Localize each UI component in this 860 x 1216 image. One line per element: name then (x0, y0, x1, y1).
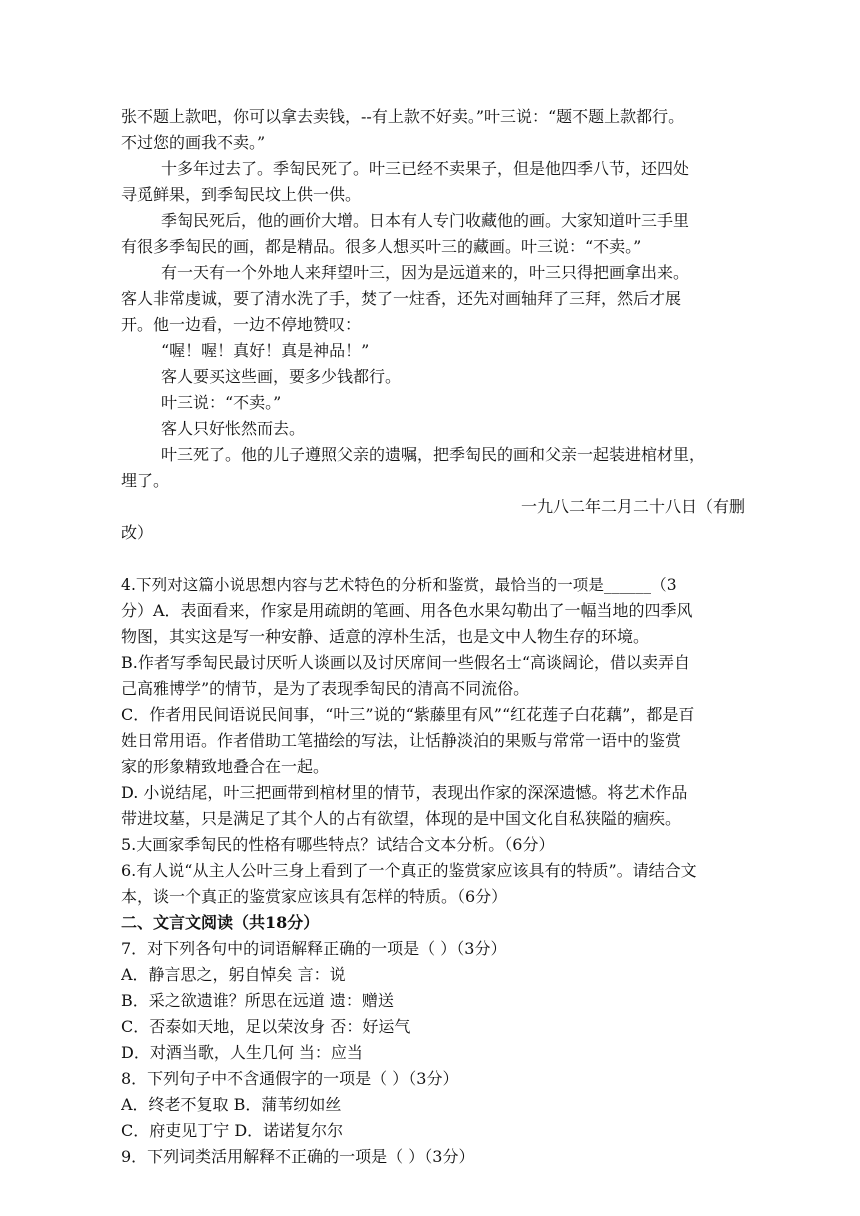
spacer (121, 546, 745, 572)
story-text-line: 不过您的画我不卖。” (121, 133, 266, 152)
story-paragraph-line: 有一天有一个外地人来拜望叶三，因为是远道来的，叶三只得把画拿出来。 (161, 263, 690, 282)
question-line: 8．下列句子中不含通假字的一项是（ ）（3分） (121, 1069, 459, 1088)
question-line: 分）A．表面看来，作家是用疏朗的笔画、用各色水果勾勒出了一幅当地的四季风 (121, 601, 693, 620)
question-line: 7．对下列各句中的词语解释正确的一项是（ ）（3分） (121, 939, 507, 958)
question-line: 4.下列对这篇小说思想内容与艺术特色的分析和鉴赏，最恰当的一项是______（3 (121, 576, 677, 594)
date-line-continued: 改） (121, 523, 154, 542)
story-text-line: 埋了。 (121, 471, 170, 490)
question-option-line: 姓日常用语。作者借助工笔描绘的写法，让恬静淡泊的果贩与常常一语中的鉴赏 (121, 731, 682, 750)
question-line: 9．下列词类活用解释不正确的一项是（ ）（3分） (121, 1147, 475, 1166)
question-line: 5.大画家季匋民的性格有哪些特点？试结合文本分析。（6分） (121, 835, 555, 854)
story-paragraph-line: 客人要买这些画，要多少钱都行。 (161, 367, 402, 386)
question-option-line: 己高雅博学”的情节，是为了表现季匋民的清高不同流俗。 (121, 679, 530, 698)
section-heading: 二、文言文阅读（共18分） (121, 913, 320, 932)
question-option-line: B.作者写季匋民最讨厌听人谈画以及讨厌席间一些假名士“高谈阔论，借以卖弄自 (121, 653, 691, 672)
story-paragraph-line: 叶三说：“不卖。” (161, 393, 282, 412)
question-option-line: A．终老不复取 B．蒲苇纫如丝 (121, 1095, 342, 1114)
story-text-line: 客人非常虔诚，要了清水洗了手，焚了一炷香，还先对画轴拜了三拜，然后才展 (121, 289, 682, 308)
story-text-line: 寻觅鲜果，到季匋民坟上供一供。 (121, 185, 362, 204)
question-option-line: B．采之欲遗谁？所思在远道 遗：赠送 (121, 991, 394, 1010)
question-option-line: C．府吏见丁宁 D．诺诺复尔尔 (121, 1121, 344, 1140)
question-option-line: 带进坟墓，只是满足了其个人的占有欲望，体现的是中国文化自私狭隘的痼疾。 (121, 809, 682, 828)
story-paragraph-line: 叶三死了。他的儿子遵照父亲的遗嘱，把季匋民的画和父亲一起装进棺材里， (161, 445, 706, 464)
question-option-line: D．对酒当歌，人生几何 当：应当 (121, 1043, 363, 1062)
question-option-line: C．作者用民间语说民间事，“叶三”说的“紫藤里有风”“红花莲子白花藕”，都是百 (121, 705, 695, 724)
question-option-line: A．静言思之，躬自悼矣 言：说 (121, 965, 346, 984)
question-option-line: D. 小说结尾，叶三把画带到棺材里的情节，表现出作家的深深遗憾。将艺术作品 (121, 783, 688, 802)
question-line: 本，谈一个真正的鉴赏家应该具有怎样的特质。（6分） (121, 887, 508, 906)
question-line: 6.有人说“从主人公叶三身上看到了一个真正的鉴赏家应该具有的特质”。请结合文 (121, 861, 697, 880)
story-paragraph-line: 季匋民死后，他的画价大增。日本有人专门收藏他的画。大家知道叶三手里 (161, 211, 690, 230)
story-text-line: 有很多季匋民的画，都是精品。很多人想买叶三的藏画。叶三说：“不卖。” (121, 237, 642, 256)
question-option-line: C．否泰如天地，足以荣汝身 否：好运气 (121, 1017, 411, 1036)
story-text-line: 张不题上款吧，你可以拿去卖钱，--有上款不好卖。”叶三说：“题不题上款都行。 (121, 107, 685, 126)
date-line: 一九八二年二月二十八日（有删 (520, 497, 745, 516)
story-paragraph-line: 十多年过去了。季匋民死了。叶三已经不卖果子，但是他四季八节，还四处 (161, 159, 690, 178)
question-line: 物图，其实这是写一种安静、适意的淳朴生活，也是文中人物生存的环境。 (121, 627, 650, 646)
story-paragraph-line: 客人只好怅然而去。 (161, 419, 306, 438)
question-option-line: 家的形象精致地叠合在一起。 (121, 757, 330, 776)
story-quote-line: “喔！喔！真好！真是神品！” (161, 341, 370, 360)
story-text-line: 开。他一边看，一边不停地赞叹： (121, 315, 362, 334)
document-body (121, 104, 745, 1170)
